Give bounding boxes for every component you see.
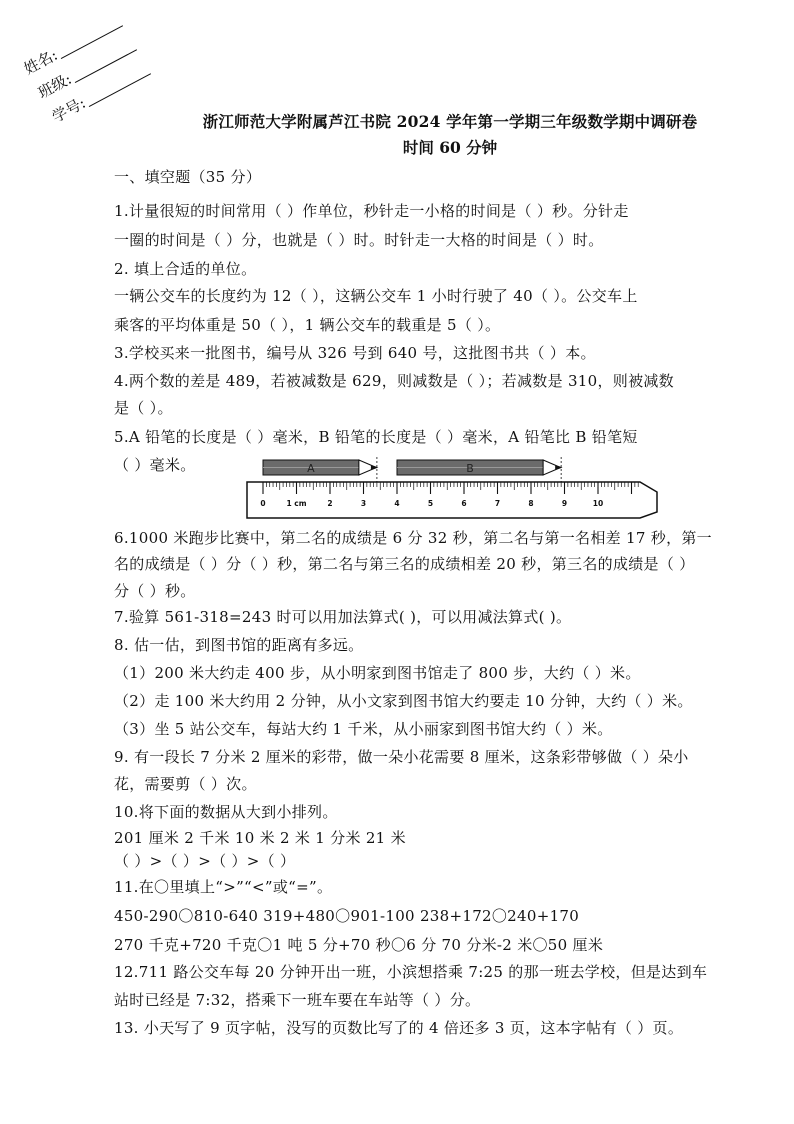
question-line: 分（ ）秒。 [114,582,196,600]
ruler-number: 5 [427,499,434,508]
number-label: 学号: [49,93,89,127]
ruler-number: 7 [494,499,501,508]
ruler-number: 4 [394,499,400,508]
question-line: 一圈的时间是（ ）分，也就是（ ）时。时针走一大格的时间是（ ）时。 [114,231,604,249]
ruler-number: 0 [260,499,266,508]
question-line: 站时已经是 7:32，搭乘下一班车要在车站等（ ）分。 [114,991,481,1009]
ruler-number: 6 [461,499,467,508]
question-line: 10.将下面的数据从大到小排列。 [114,803,338,821]
ruler-number: 2 [327,499,333,508]
number-blank[interactable] [89,73,151,107]
question-line: 13. 小天写了 9 页字帖，没写的页数比写了的 4 倍还多 3 页，这本字帖有（ ）页。 [114,1019,684,1037]
exam-title: 浙江师范大学附属芦江书院 2024 学年第一学期三年级数学期中调研卷 [202,112,698,131]
question-line: 一辆公交车的长度约为 12（ ），这辆公交车 1 小时行驶了 40（ ）。公交车上 [114,287,638,305]
question-line: 270 千克+720 千克〇1 吨 5 分+70 秒〇6 分 70 分米-2 米〇50 厘米 [114,936,604,954]
question-line: （ ）>（ ）>（ ）>（ ） [114,852,296,870]
pencil-a-label: A [307,462,315,475]
question-line: （1）200 米大约走 400 步，从小明家到图书馆走了 800 步，大约（ ）米。 [114,664,641,682]
question-line: 12.711 路公交车每 20 分钟开出一班，小滨想搭乘 7:25 的那一班去学校，但是达到车 [114,963,708,981]
exam-subtitle: 时间 60 分钟 [402,138,498,157]
question-line: 1.计量很短的时间常用（ ）作单位，秒针走一小格的时间是（ ）秒。分针走 [114,202,629,220]
question-line: 450-290〇810-640 319+480〇901-100 238+172〇240+170 [114,907,580,925]
ruler-number: 8 [528,499,534,508]
name-label: 姓名: [21,45,61,79]
question-line: 201 厘米 2 千米 10 米 2 米 1 分米 21 米 [114,829,406,847]
ruler-number: 1 cm [286,499,307,508]
question-line: （2）走 100 米大约用 2 分钟，从小文家到图书馆大约要走 10 分钟，大约（ ）米。 [114,692,693,710]
question-line: 乘客的平均体重是 50（ ），1 辆公交车的载重是 5（ ）。 [114,316,501,334]
ruler-number: 9 [561,499,568,508]
class-label: 班级: [35,69,75,103]
question-line: （ ）毫米。 [114,456,196,474]
pencil-b-label: B [466,462,474,475]
question-line: 是（ ）。 [114,399,173,417]
question-line: 3.学校买来一批图书，编号从 326 号到 640 号，这批图书共（ ）本。 [114,344,596,362]
question-line: 5.A 铅笔的长度是（ ）毫米，B 铅笔的长度是（ ）毫米，A 铅笔比 B 铅笔短 [114,428,638,446]
question-line: 6.1000 米跑步比赛中，第二名的成绩是 6 分 32 秒，第二名与第一名相差 17 秒，第一 [114,529,712,547]
ruler-number: 3 [360,499,367,508]
ruler-number: 10 [592,499,604,508]
section-heading: 一、填空题（35 分） [114,168,262,186]
question-line: 4.两个数的差是 489，若被减数是 629，则减数是（ ）；若减数是 310，则被减数 [114,372,674,390]
question-line: 2. 填上合适的单位。 [114,260,257,278]
question-line: 8. 估一估，到图书馆的距离有多远。 [114,636,364,654]
question-line: 11.在〇里填上“>”“<”或“=”。 [114,878,333,896]
question-line: 花，需要剪（ ）次。 [114,775,257,793]
question-line: 名的成绩是（ ）分（ ）秒，第二名与第三名的成绩相差 20 秒，第三名的成绩是（ ） [114,555,695,573]
question-line: 9. 有一段长 7 分米 2 厘米的彩带，做一朵小花需要 8 厘米，这条彩带够做（ ）朵小 [114,748,689,766]
question-line: 7.验算 561-318=243 时可以用加法算式( )，可以用减法算式( )。 [114,608,572,626]
pencil-ruler-figure [245,452,665,522]
question-line: （3）坐 5 站公交车，每站大约 1 千米，从小丽家到图书馆大约（ ）米。 [114,720,613,738]
